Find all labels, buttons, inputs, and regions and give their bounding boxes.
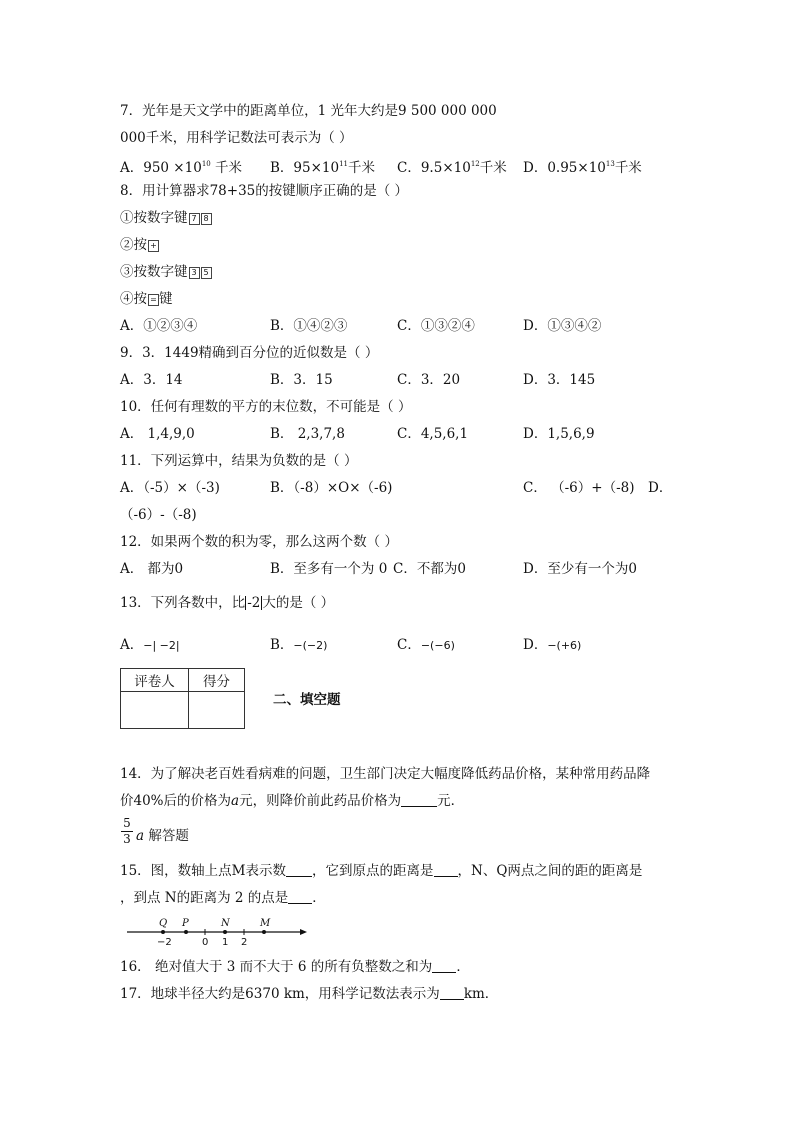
q8-step-3: ③按数字键 3 5	[120, 263, 212, 281]
q11-option-a: A．（-5）×（-3)	[120, 480, 220, 496]
q7-option-a: A．$950 \times 10^{10}$ 千米	[120, 160, 243, 176]
q7-option-c: C．$9.5\times 10^{12}$千米	[397, 160, 507, 176]
q13-option-c: C．−(−6)	[397, 637, 455, 653]
q9-option-b: B．3．15	[270, 372, 333, 388]
q8-option-c: C．①③②④	[397, 318, 475, 334]
grader-header: 评卷人	[121, 669, 189, 692]
calculator-key-icon: 5	[201, 267, 212, 279]
calculator-key-icon: =	[148, 294, 159, 306]
q15-line1: 15．图，数轴上点M表示数 ，它到原点的距离是 ，N、Q两点之间的距的距离是	[120, 863, 643, 879]
q8-stem: 8．用计算器求78+35的按键顺序正确的是（ ）	[120, 183, 409, 199]
q9-option-c: C．3．20	[397, 372, 461, 388]
q8-step-1: ①按数字键 7 8	[120, 209, 212, 227]
calculator-key-icon: 7	[189, 213, 200, 225]
answer-blank[interactable]	[440, 987, 464, 1000]
point-q	[161, 930, 165, 934]
q12-option-b: B．至多有一个为 0	[270, 561, 388, 577]
grader-cell[interactable]	[121, 692, 189, 729]
q8-option-d: D．①③④②	[523, 318, 602, 334]
q12-option-d: D．至少有一个为0	[523, 561, 637, 577]
answer-blank[interactable]	[434, 864, 458, 877]
fraction-text: a 解答题	[136, 828, 189, 844]
point-label-m: M	[260, 918, 271, 929]
q8-step-2: ②按 +	[120, 236, 159, 254]
q9-option-d: D．3．145	[523, 372, 596, 388]
tick-label: 1	[222, 937, 229, 948]
q8-step-4: ④按 = 键	[120, 291, 173, 307]
q10-stem: 10．任何有理数的平方的末位数，不可能是（ ）	[120, 399, 412, 415]
q8-option-b: B．①④②③	[270, 318, 348, 334]
q10-option-b: B． 2,3,7,8	[270, 426, 345, 442]
q7-option-b: B．$95\times 10^{11}$千米	[270, 160, 376, 176]
tick-label: −2	[157, 937, 172, 948]
tick-label: 0	[202, 937, 209, 948]
calculator-key-icon: 8	[201, 213, 212, 225]
answer-blank[interactable]	[401, 794, 437, 807]
answer-blank[interactable]	[288, 891, 312, 904]
q10-option-d: D．1,5,6,9	[523, 426, 595, 442]
q14-line1: 14．为了解决老百姓看病难的问题，卫生部门决定大幅度降低药品价格，某种常用药品降	[120, 766, 651, 782]
q12-option-a: A． 都为0	[120, 561, 184, 577]
q13-stem: 13．下列各数中，比 -2 大的是（ ）	[120, 595, 335, 611]
calculator-key-icon: +	[148, 240, 159, 252]
point-p	[184, 930, 188, 934]
section-title: 二、填空题	[273, 692, 341, 708]
fraction: 5 3	[121, 817, 133, 846]
point-label-p: P	[182, 918, 189, 929]
q13-option-b: B．−(−2)	[270, 637, 328, 653]
answer-blank[interactable]	[432, 960, 456, 973]
point-n	[223, 930, 227, 934]
q7-option-d: D．$0.95\times 10^{13}$千米	[523, 160, 642, 176]
tick-label: 2	[241, 937, 248, 948]
q12-option-c: C．不都为0	[393, 561, 466, 577]
q11-stem: 11．下列运算中，结果为负数的是（ ）	[120, 453, 358, 469]
q11-option-c: C． （-6）+（-8)	[523, 480, 635, 496]
score-header: 得分	[189, 669, 245, 692]
q7-stem-line1: 7．光年是天文学中的距离单位，1 光年大约是9 500 000 000	[120, 103, 497, 119]
q10-option-c: C．4,5,6,1	[397, 426, 469, 442]
point-label-q: Q	[159, 918, 168, 929]
point-m	[262, 930, 266, 934]
point-label-n: N	[221, 918, 230, 929]
arrow-icon	[300, 929, 307, 935]
q16: 16． 绝对值大于 3 而不大于 6 的所有负整数之和为 ．	[120, 959, 470, 975]
score-cell[interactable]	[189, 692, 245, 729]
q10-option-a: A． 1,4,9,0	[120, 426, 195, 442]
q15-line2: ，到点 N的距离为 2 的点是 ．	[120, 890, 326, 906]
q9-option-a: A．3．14	[120, 372, 183, 388]
q17: 17．地球半径大约是6370 km，用科学记数法表示为 km．	[120, 986, 499, 1002]
q12-stem: 12．如果两个数的积为零，那么这两个数（ ）	[120, 534, 398, 550]
q14-line2: 价40%后的价格为a元，则降价前此药品价格为 元．	[120, 793, 465, 809]
q11-option-b: B．（-8）×O×（-6)	[270, 480, 393, 496]
q8-option-a: A．①②③④	[120, 318, 198, 334]
absolute-value: -2	[247, 595, 261, 611]
q11-option-d: （-6）-（-8)	[120, 507, 197, 523]
q7-stem-line2: 000千米，用科学记数法可表示为（ ）	[120, 130, 353, 146]
q11-option-d-label: D．	[648, 480, 673, 496]
q9-stem: 9．3．1449精确到百分位的近似数是（ ）	[120, 345, 379, 361]
q13-option-d: D．−(+6)	[523, 637, 582, 653]
q13-option-a: A．−| −2|	[120, 637, 180, 653]
answer-blank[interactable]	[286, 864, 312, 877]
calculator-key-icon: 3	[189, 267, 200, 279]
number-line	[125, 912, 310, 948]
score-table	[120, 668, 245, 729]
